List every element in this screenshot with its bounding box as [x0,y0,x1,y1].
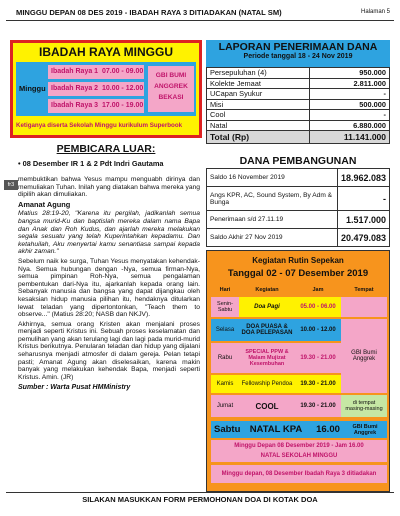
laporan-period: Periode tanggal 18 - 24 Nov 2019 [243,53,353,60]
natal-sm-notice: Minggu Depan 08 Desember 2019 - Jam 16.00 NATAL SEKOLAH MINGGU [211,440,387,462]
table-row: Angs KPR, AC, Sound System, By Adm & Bunga - [207,187,390,211]
ibadah-row: Ibadah Raya 2 10.00 - 12.00 [48,82,144,96]
table-row: Kolekte Jemaat 2.811.000 [207,78,390,89]
ibadah-day: Minggu [19,84,46,93]
table-row: Rabu SPECIAL PPW & Malam Mujizat Kesembuhan 19.30 - 21.00 [211,343,387,373]
kegiatan-header: Hari Kegiatan Jam Tempat [211,287,387,296]
paragraph: Akhirnya, semua orang Kristen akan menjalani proses menjadi seperti Kristus ini. Sebuah proses keselamatan dan pemulihan yang akan terulang lagi dan lagi pada murid-murid Kristus berikutnya. Penularan teladan dan hidup yang dijalani seharusnya menjadi atmosfer di dalam gereja. Pelan tetapi pasti; Amanat Agung akan diselesaikan, karena makin banyak yang melakukan kehendak Bapa, menjadi seperti Kristus. Amin. (JR) [18,320,200,381]
laporan-title: LAPORAN PENERIMAAN DANA [218,41,378,53]
table-row: Persepuluhan (4) 950.000 [207,68,390,79]
footer-notice: SILAKAN MASUKKAN FORM PERMOHONAN DOA DI KOTAK DOA [6,492,394,504]
renungan-text [18,176,200,394]
table-row: UCapan Syukur - [207,89,390,100]
ibadah-row: Ibadah Raya 1 07.00 - 09.00 [48,65,144,79]
paragraph: Sebelum naik ke surga, Tuhan Yesus menyatakan kehendak-Nya. Semua hubungan dengan -Nya, semua firman-Nya, semua pimpinan Roh-Nya, semua pengalaman pembentukan dari-Nya itu, ajarkanlah kepada orang lain. Sebanyak manusia dan bangsa yang dapat dijangkau oleh kesaksian hidup manusia pilihan itu, hendaknya ditularkan lewat teladan yang dipertontonkan, "Teach them to observe..." (Matius 28:20; NASB dan NKJV). [18,257,200,319]
laporan-table [206,67,390,144]
table-row: Penerimaan s/d 27.11.19 1.517.000 [207,211,390,229]
bulletin-title: MINGGU DEPAN 08 DES 2019 - IBADAH RAYA 3 DITIADAKAN (NATAL SM) [16,8,282,17]
ibadah-footer: Ketiganya diserta Sekolah Minggu kurikulum Superbook [16,122,183,129]
table-row: Saldo Akhir 27 Nov 2019 20.479.083 [207,229,390,247]
ibadah-schedule [16,62,196,116]
table-row: Cool - [207,110,390,121]
ibadah-raya-box [10,40,202,138]
ibadah-note: Minggu depan, 08 Desember Ibadah Raya 3 ditiadakan [211,465,387,483]
page-badge: fr3 [4,180,18,190]
table-row: Misi 500.000 [207,99,390,110]
pembicara-item: • 08 Desember IR 1 & 2 Pdt Indri Gautama [18,159,164,168]
subtitle: Amanat Agung [18,199,71,209]
table-row: Senin-Sabtu Doa Pagi 05.00 - 06.00 [211,297,387,317]
kegiatan-box [206,250,390,492]
table-row: Saldo 16 November 2019 18.962.083 [207,169,390,187]
sabtu-row: Sabtu NATAL KPA 16.00 GBI Bumi Anggrek [211,421,387,438]
pembangunan-title: DANA PEMBANGUNAN [239,155,357,167]
pembicara-heading: PEMBICARA LUAR: [56,143,156,155]
table-row: Jumat COOL 19.30 - 21.00 di tempat masing-masing [211,395,387,417]
page-number: Halaman 5 [360,9,390,15]
pembangunan-table [206,168,390,247]
paragraph: membuktikan bahwa Yesus mampu menguabh dirinya dan memuliakan Tuhan. Inilah yang diatakan bahwa mereka yang dipilih akan dimuliakan. [18,176,200,199]
laporan-header [206,40,390,67]
table-row: Selasa DOA PUASA & DOA PELEPASAN 10.00 - 12.00 GBI Bumi Anggrek [211,319,387,341]
top-bar [6,6,394,20]
church-name: GBI BUMI ANGGREK BEKASI [148,66,194,112]
ibadah-row: Ibadah Raya 3 17.00 - 19.00 [48,99,144,113]
kegiatan-period: Tanggal 02 - 07 Desember 2019 [227,268,369,279]
table-row: Natal 6.880.000 [207,120,390,131]
source: Sumber : Warta Pusat HMMinistry [18,384,131,392]
kegiatan-title: Kegiatan Rutin Sepekan [252,256,344,265]
paragraph: Matius 28:19-20, "Karena itu pergilah, jadikanlah semua bangsa murid-Ku dan baptislah mereka dalam nama Bapa dan Anak dan Roh Kudus, dan ajarlah mereka melakukan segala sesuatu yang telah Kuperintahkan kepadamu. Dan ketahuilah, Aku menyertai kamu senantiasa sampai kepada akhir zaman." [18,210,200,256]
laporan-penerimaan [206,40,390,152]
divider [6,20,394,21]
ibadah-title: IBADAH RAYA MINGGU [38,45,173,59]
total-row: Total (Rp) 11.141.000 [207,131,390,144]
table-row: Kamis Fellowship Pendoa 19.30 - 21.00 [211,375,387,393]
kegiatan-table [211,287,387,412]
